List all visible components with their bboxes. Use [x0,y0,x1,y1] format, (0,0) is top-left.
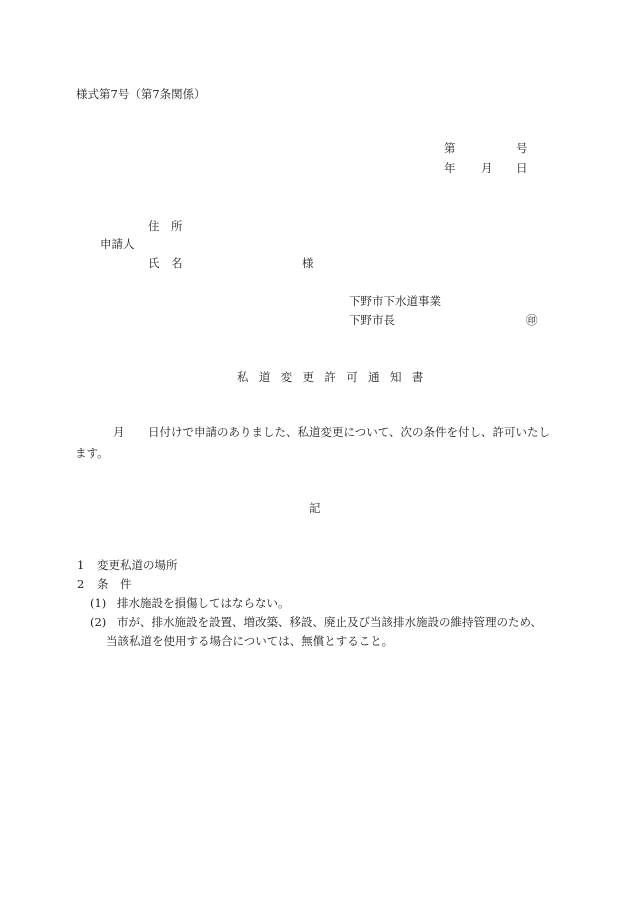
condition-text: 排水施設を損傷してはならない。 [117,596,290,610]
applicant-label: 申請人 [100,237,135,251]
condition-text-continued: 当該私道を使用する場合については、無償とすること。 [106,634,394,648]
date-month: 月 [481,161,493,175]
seal-mark: ㊞ [526,313,538,327]
document-title: 私道変更許可通知書 [237,370,434,384]
date-year: 年 [444,161,456,175]
item-text: 変更私道の場所 [97,558,178,572]
body-month: 月 [113,425,125,439]
body-text: 日付けで申請のありました、私道変更について、次の条件を付し、許可いたします。 [75,425,551,460]
honorific: 様 [302,256,314,270]
item-number: 2 [77,577,85,591]
doc-number-prefix: 第 [444,141,456,155]
condition-text: 市が、排水施設を設置、増改築、移設、廃止及び当該排水施設の維持管理のため、 [117,615,543,629]
condition-number: (1) [90,596,107,610]
condition-number: (2) [90,615,107,629]
item-number: 1 [77,558,85,572]
note-header: 記 [309,501,321,515]
doc-number-suffix: 号 [516,141,528,155]
item-text: 条 件 [97,577,132,591]
form-number: 様式第7号（第7条関係） [76,87,206,101]
address-label: 住 所 [148,219,183,233]
date-day: 日 [516,161,528,175]
issuer-title: 下野市長 [349,313,395,327]
issuer-organization: 下野市下水道事業 [349,294,441,308]
name-label: 氏 名 [148,256,183,270]
